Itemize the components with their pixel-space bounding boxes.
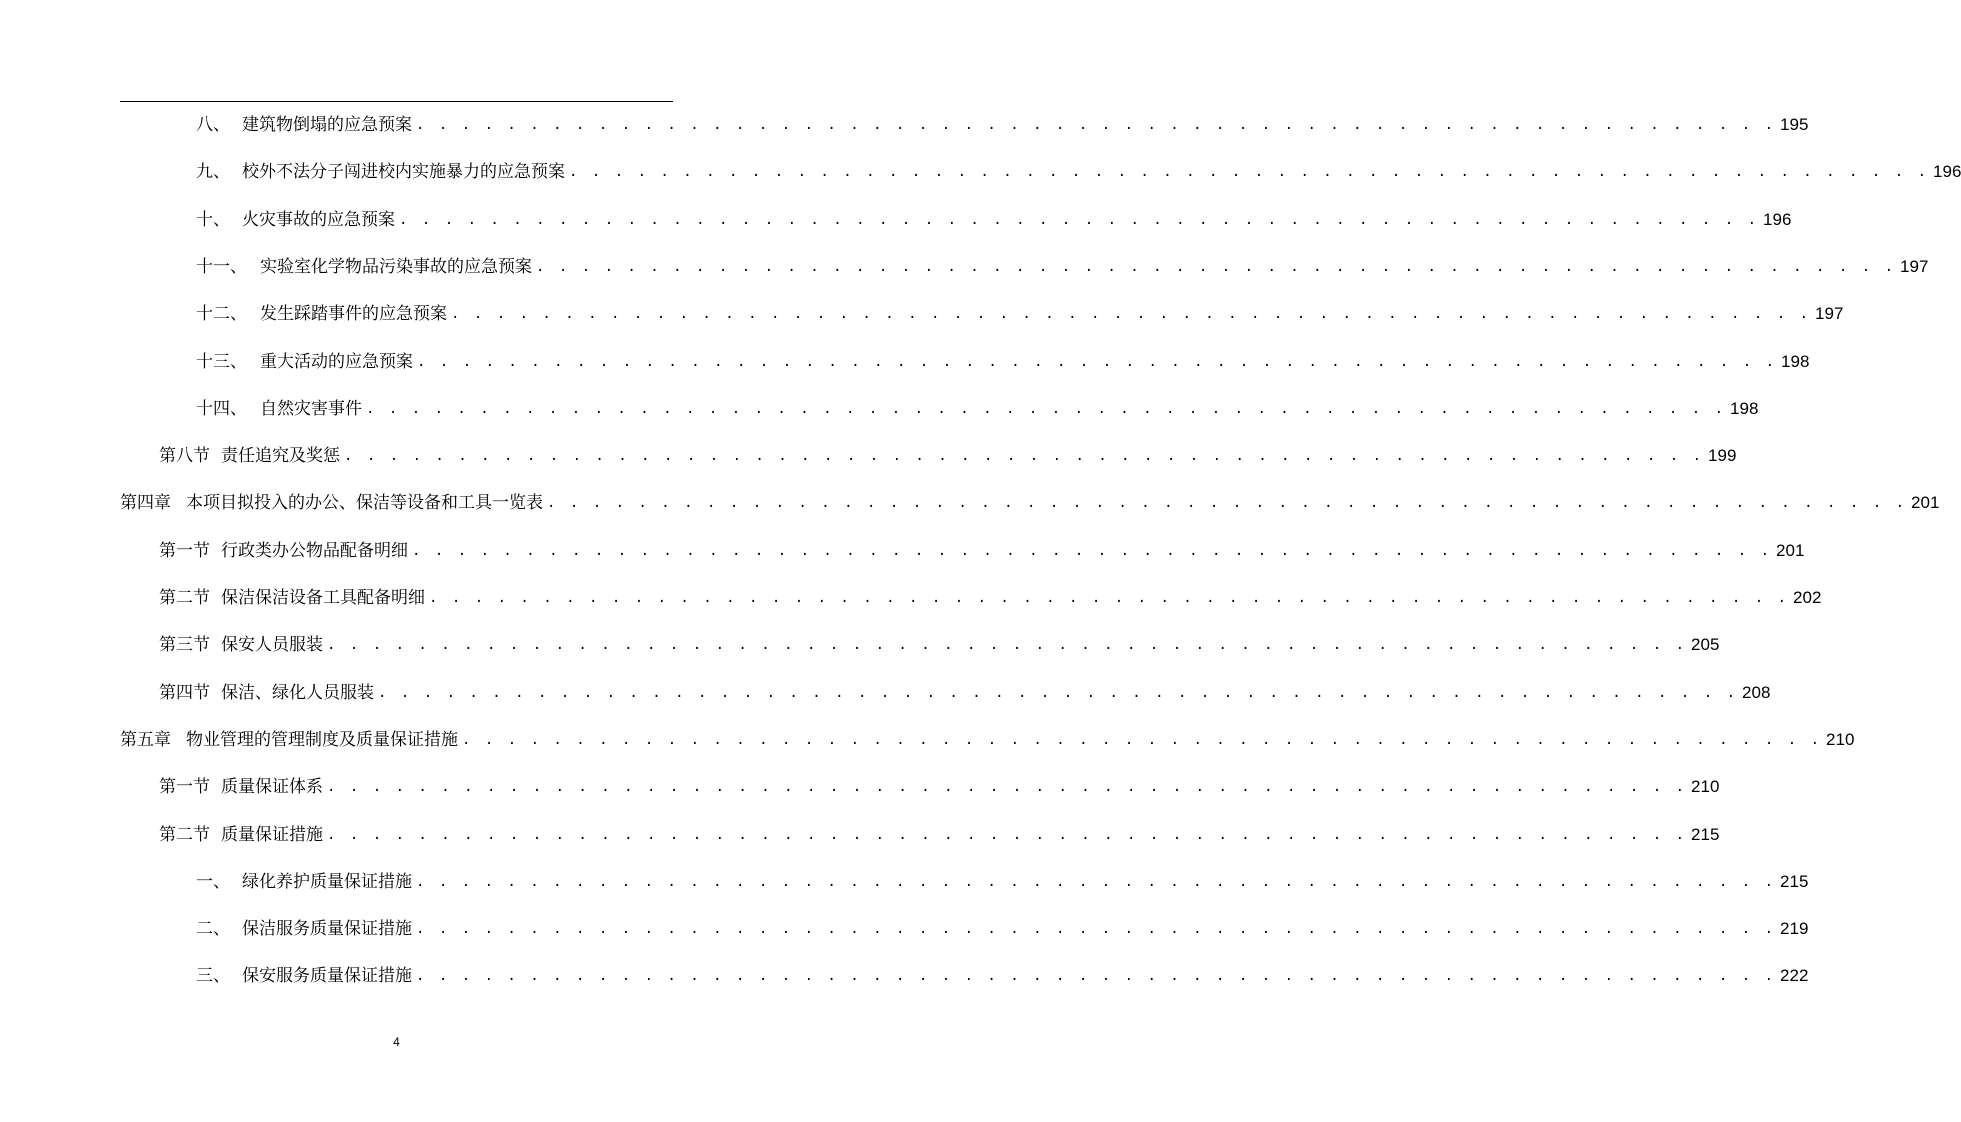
toc-dot-leader: . . . . . . . . . . . . . . . . . . . . . . . . . . . . . . . . . . . . . . . . . . . . . . . . . . . . . . . . . . . . (378, 685, 1739, 701)
toc-entry-page: 215 (1780, 872, 1809, 891)
toc-entry-number: 第四节 (159, 683, 210, 703)
toc-entry-page: 201 (1911, 493, 1940, 512)
toc-entry-number: 十三、 (196, 352, 247, 372)
toc-entry-page: 202 (1793, 588, 1822, 607)
toc-entry-title: 物业管理的管理制度及质量保证措施 (186, 730, 458, 750)
toc-entry-title: 保安服务质量保证措施 (242, 966, 412, 986)
toc-entry-title: 质量保证体系 (221, 777, 323, 797)
toc-dot-leader: . . . . . . . . . . . . . . . . . . . . . . . . . . . . . . . . . . . . . . . . . . . . . . . . . . . . . . . . . . . . (327, 779, 1688, 795)
toc-entry[interactable] (196, 396, 1759, 422)
toc-entry-page: 219 (1780, 919, 1809, 938)
toc-entry-number: 第三节 (159, 635, 210, 655)
toc-dot-leader: . . . . . . . . . . . . . . . . . . . . . . . . . . . . . . . . . . . . . . . . . . . . . . . . . . . . . . . . . . . . (327, 637, 1688, 653)
toc-entry-page: 201 (1776, 541, 1805, 560)
toc-dot-leader: . . . . . . . . . . . . . . . . . . . . . . . . . . . . . . . . . . . . . . . . . . . . . . . . . . . . . . . . . . . . (416, 968, 1777, 984)
page-number: 4 (393, 1035, 400, 1049)
toc-entry[interactable] (159, 822, 1720, 848)
toc-entry-number: 第八节 (159, 446, 210, 466)
toc-entry-title: 质量保证措施 (221, 825, 323, 845)
toc-entry-page: 198 (1781, 352, 1810, 371)
toc-entry-title: 保洁服务质量保证措施 (242, 919, 412, 939)
toc-dot-leader: . . . . . . . . . . . . . . . . . . . . . . . . . . . . . . . . . . . . . . . . . . . . . . . . . . . . . . . . . . . . (429, 590, 1790, 606)
toc-entry-title: 保洁保洁设备工具配备明细 (221, 588, 425, 608)
toc-entry-title: 保洁、绿化人员服装 (221, 683, 374, 703)
toc-entry[interactable] (196, 159, 1961, 185)
toc-entry-number: 九、 (196, 162, 230, 182)
toc-entry-number: 十四、 (196, 399, 247, 419)
toc-entry[interactable] (159, 680, 1771, 706)
toc-entry[interactable] (196, 349, 1810, 375)
toc-dot-leader: . . . . . . . . . . . . . . . . . . . . . . . . . . . . . . . . . . . . . . . . . . . . . . . . . . . . . . . . . . . . (344, 448, 1705, 464)
toc-entry-page: 205 (1691, 635, 1720, 654)
toc-entry-title: 发生踩踏事件的应急预案 (260, 304, 447, 324)
toc-entry-number: 第一节 (159, 777, 210, 797)
toc-dot-leader: . . . . . . . . . . . . . . . . . . . . . . . . . . . . . . . . . . . . . . . . . . . . . . . . . . . . . . . . . . . . (416, 874, 1777, 890)
toc-dot-leader: . . . . . . . . . . . . . . . . . . . . . . . . . . . . . . . . . . . . . . . . . . . . . . . . . . . . . . . . . . . . (366, 401, 1727, 417)
toc-entry-page: 222 (1780, 966, 1809, 985)
toc-entry-number: 第一节 (159, 541, 210, 561)
toc-entry-page: 210 (1691, 777, 1720, 796)
toc-dot-leader: . . . . . . . . . . . . . . . . . . . . . . . . . . . . . . . . . . . . . . . . . . . . . . . . . . . . . . . . . . . . (399, 212, 1760, 228)
toc-entry-page: 198 (1730, 399, 1759, 418)
toc-dot-leader: . . . . . . . . . . . . . . . . . . . . . . . . . . . . . . . . . . . . . . . . . . . . . . . . . . . . . . . . . . . . (327, 827, 1688, 843)
toc-entry-title: 校外不法分子闯进校内实施暴力的应急预案 (242, 162, 565, 182)
toc-entry-number: 第二节 (159, 825, 210, 845)
toc-dot-leader: . . . . . . . . . . . . . . . . . . . . . . . . . . . . . . . . . . . . . . . . . . . . . . . . . . . . . . . . . . . . (547, 495, 1908, 511)
toc-entry-title: 保安人员服装 (221, 635, 323, 655)
toc-entry[interactable] (196, 112, 1809, 138)
toc-entry[interactable] (196, 207, 1792, 233)
toc-entry-number: 八、 (196, 115, 230, 135)
toc-dot-leader: . . . . . . . . . . . . . . . . . . . . . . . . . . . . . . . . . . . . . . . . . . . . . . . . . . . . . . . . . . . . (412, 543, 1773, 559)
toc-entry-page: 197 (1900, 257, 1929, 276)
toc-entry-title: 责任追究及奖惩 (221, 446, 340, 466)
toc-entry-title: 自然灾害事件 (260, 399, 362, 419)
toc-entry-page: 196 (1933, 162, 1961, 181)
toc-entry[interactable] (196, 254, 1929, 280)
toc-entry[interactable] (159, 632, 1720, 658)
toc-entry[interactable] (159, 774, 1720, 800)
toc-entry[interactable] (159, 443, 1737, 469)
toc-entry-title: 绿化养护质量保证措施 (242, 872, 412, 892)
toc-entry-number: 二、 (196, 919, 230, 939)
toc-entry-title: 重大活动的应急预案 (260, 352, 413, 372)
toc-dot-leader: . . . . . . . . . . . . . . . . . . . . . . . . . . . . . . . . . . . . . . . . . . . . . . . . . . . . . . . . . . . . (451, 306, 1812, 322)
toc-dot-leader: . . . . . . . . . . . . . . . . . . . . . . . . . . . . . . . . . . . . . . . . . . . . . . . . . . . . . . . . . . . . (569, 164, 1930, 180)
toc-entry-page: 215 (1691, 825, 1720, 844)
toc-dot-leader: . . . . . . . . . . . . . . . . . . . . . . . . . . . . . . . . . . . . . . . . . . . . . . . . . . . . . . . . . . . . (536, 259, 1897, 275)
toc-entry-number: 十一、 (196, 257, 247, 277)
toc-entry[interactable] (120, 727, 1855, 753)
toc-entry-page: 196 (1763, 210, 1792, 229)
toc-entry-number: 十二、 (196, 304, 247, 324)
toc-entry[interactable] (196, 869, 1809, 895)
toc-entry-number: 第四章 (120, 493, 171, 513)
toc-entry[interactable] (159, 538, 1805, 564)
toc-entry[interactable] (196, 916, 1809, 942)
toc-entry-page: 208 (1742, 683, 1771, 702)
toc-entry-page: 199 (1708, 446, 1737, 465)
toc-entry[interactable] (196, 301, 1844, 327)
toc-dot-leader: . . . . . . . . . . . . . . . . . . . . . . . . . . . . . . . . . . . . . . . . . . . . . . . . . . . . . . . . . . . . (417, 354, 1778, 370)
toc-entry-number: 一、 (196, 872, 230, 892)
toc-entry-number: 第二节 (159, 588, 210, 608)
toc-entry-title: 本项目拟投入的办公、保洁等设备和工具一览表 (186, 493, 543, 513)
toc-dot-leader: . . . . . . . . . . . . . . . . . . . . . . . . . . . . . . . . . . . . . . . . . . . . . . . . . . . . . . . . . . . . (416, 921, 1777, 937)
toc-dot-leader: . . . . . . . . . . . . . . . . . . . . . . . . . . . . . . . . . . . . . . . . . . . . . . . . . . . . . . . . . . . . (462, 732, 1823, 748)
toc-entry-title: 火灾事故的应急预案 (242, 210, 395, 230)
toc-entry[interactable] (159, 585, 1822, 611)
toc-dot-leader: . . . . . . . . . . . . . . . . . . . . . . . . . . . . . . . . . . . . . . . . . . . . . . . . . . . . . . . . . . . . (416, 117, 1777, 133)
toc-entry-number: 第五章 (120, 730, 171, 750)
toc-entry-title: 实验室化学物品污染事故的应急预案 (260, 257, 532, 277)
toc-entry-number: 十、 (196, 210, 230, 230)
toc-entry-page: 197 (1815, 304, 1844, 323)
toc-entry-number: 三、 (196, 966, 230, 986)
toc-entry[interactable] (196, 963, 1809, 989)
toc-entry[interactable] (120, 490, 1940, 516)
toc-entry-title: 建筑物倒塌的应急预案 (242, 115, 412, 135)
toc-entry-page: 210 (1826, 730, 1855, 749)
toc-entry-title: 行政类办公物品配备明细 (221, 541, 408, 561)
toc-entry-page: 195 (1780, 115, 1809, 134)
